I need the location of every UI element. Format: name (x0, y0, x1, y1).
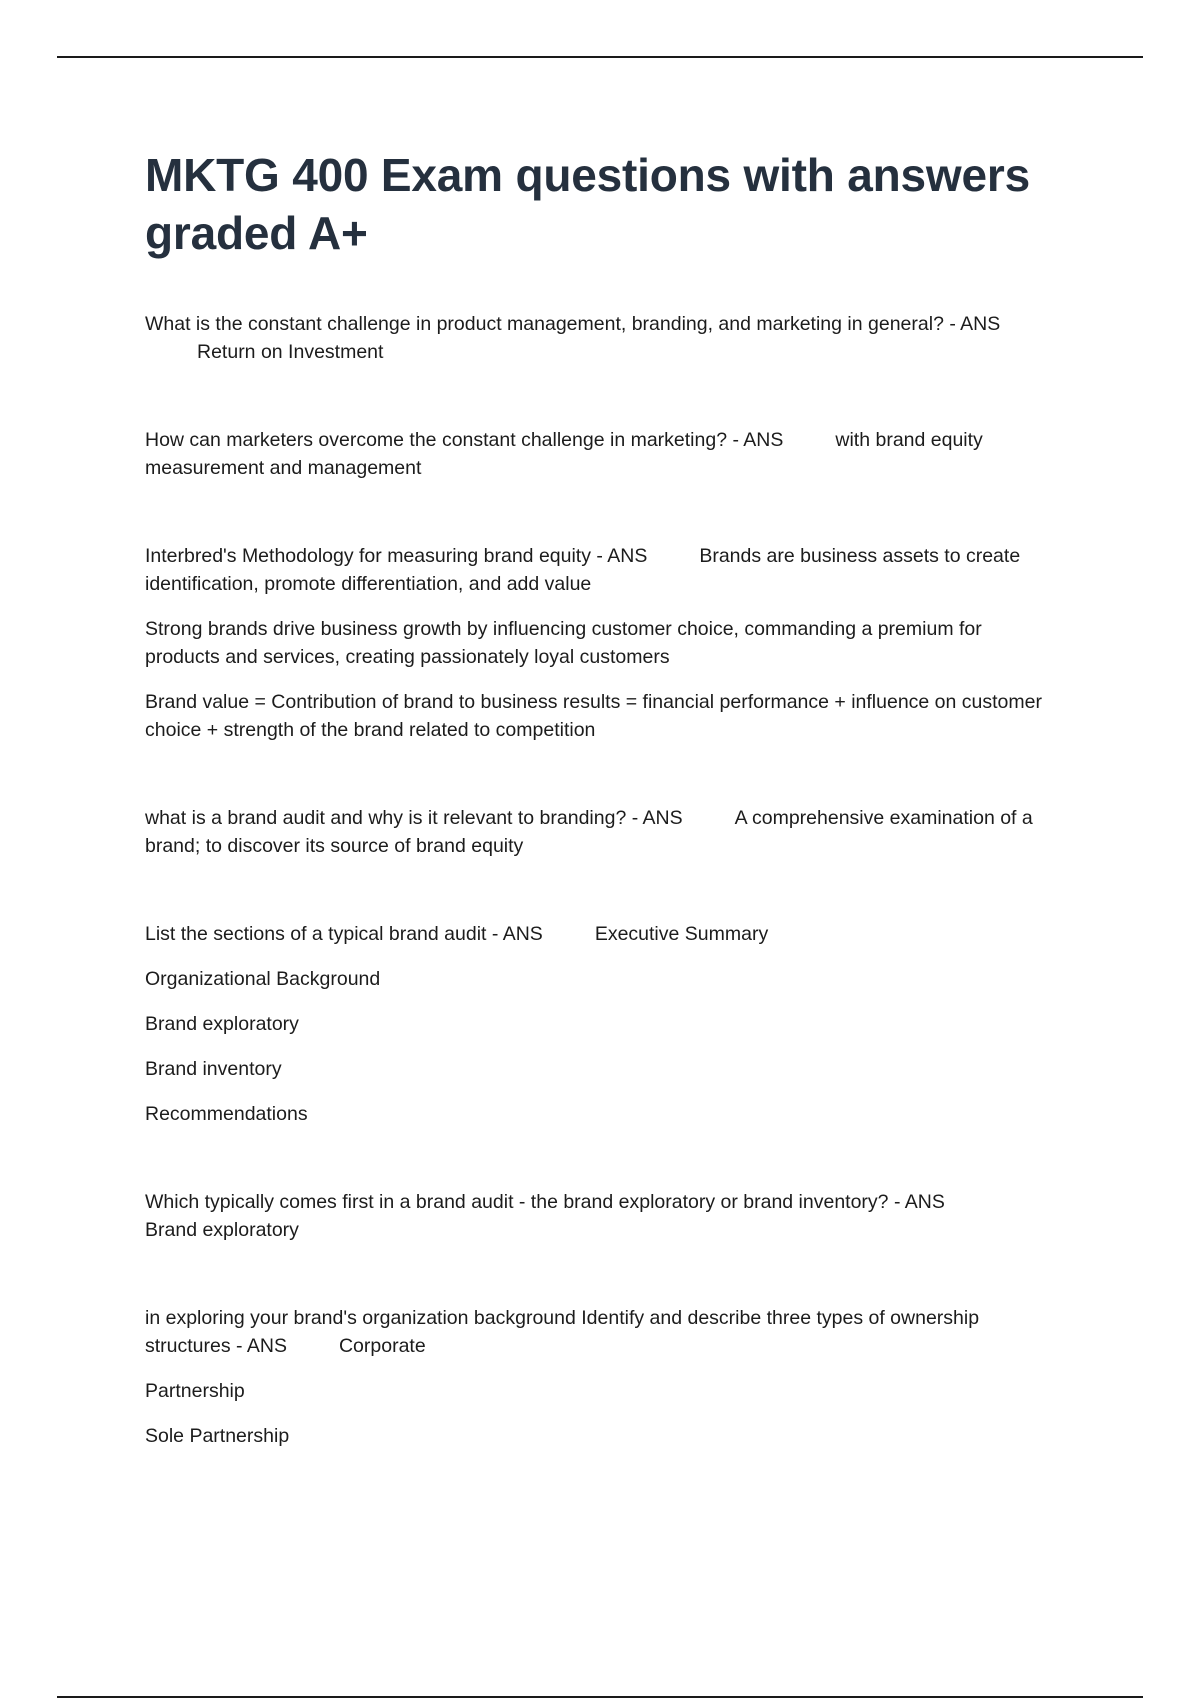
qa-item (145, 1304, 1045, 1450)
question-text: Interbred's Methodology for measuring brand equity - ANS (145, 545, 648, 567)
answer-text: Brands are business assets to create identification, promote differentiation, and add value (145, 545, 1021, 595)
answer-text: Brand exploratory (145, 1219, 299, 1241)
answer-paragraph: Brand inventory (145, 1058, 282, 1080)
document-title: MKTG 400 Exam questions with answers graded A+ (145, 149, 1030, 259)
question-text: Which typically comes first in a brand audit - the brand exploratory or brand inventory? - ANS (145, 1191, 945, 1213)
answer-paragraph: Sole Partnership (145, 1425, 290, 1447)
qa-item (145, 1188, 1045, 1244)
answer-paragraph: Brand value = Contribution of brand to business results = financial performance + influence on customer choice + strength of the brand related to competition (145, 691, 1042, 741)
answer-paragraph: Recommendations (145, 1103, 308, 1125)
qa-question-line (145, 1304, 1045, 1360)
bottom-rule (57, 1696, 1143, 1698)
qa-question-line (145, 804, 1045, 860)
qa-item (145, 310, 1045, 366)
answer-text: Return on Investment (197, 341, 384, 363)
document-body (145, 146, 1045, 1510)
question-text: How can marketers overcome the constant challenge in marketing? - ANS (145, 429, 784, 451)
top-rule (57, 56, 1143, 58)
answer-paragraph: Brand exploratory (145, 1013, 299, 1035)
qa-question-line (145, 310, 1045, 366)
answer-paragraph: Partnership (145, 1380, 245, 1402)
answer-text: A comprehensive examination of a brand; to discover its source of brand equity (145, 807, 1033, 857)
question-text: in exploring your brand's organization background Identify and describe three types of ownership structures - ANS (145, 1307, 980, 1357)
qa-item (145, 426, 1045, 482)
question-text: what is a brand audit and why is it relevant to branding? - ANS (145, 807, 683, 829)
question-text: List the sections of a typical brand audit - ANS (145, 923, 543, 945)
answer-text: Corporate (338, 1335, 426, 1357)
qa-question-line (145, 426, 1045, 482)
qa-item (145, 804, 1045, 860)
answer-paragraph: Strong brands drive business growth by influencing customer choice, commanding a premium for products and services, creating passionately loyal customers (145, 618, 982, 668)
qa-question-line (145, 1188, 1045, 1244)
question-text: What is the constant challenge in product management, branding, and marketing in general? - ANS (145, 313, 1001, 335)
qa-question-line (145, 920, 1045, 948)
qa-item (145, 920, 1045, 1128)
answer-text: with brand equity measurement and management (145, 429, 983, 479)
qa-item (145, 542, 1045, 744)
qa-question-line (145, 542, 1045, 598)
answer-paragraph: Organizational Background (145, 968, 381, 990)
answer-text: Executive Summary (594, 923, 769, 945)
